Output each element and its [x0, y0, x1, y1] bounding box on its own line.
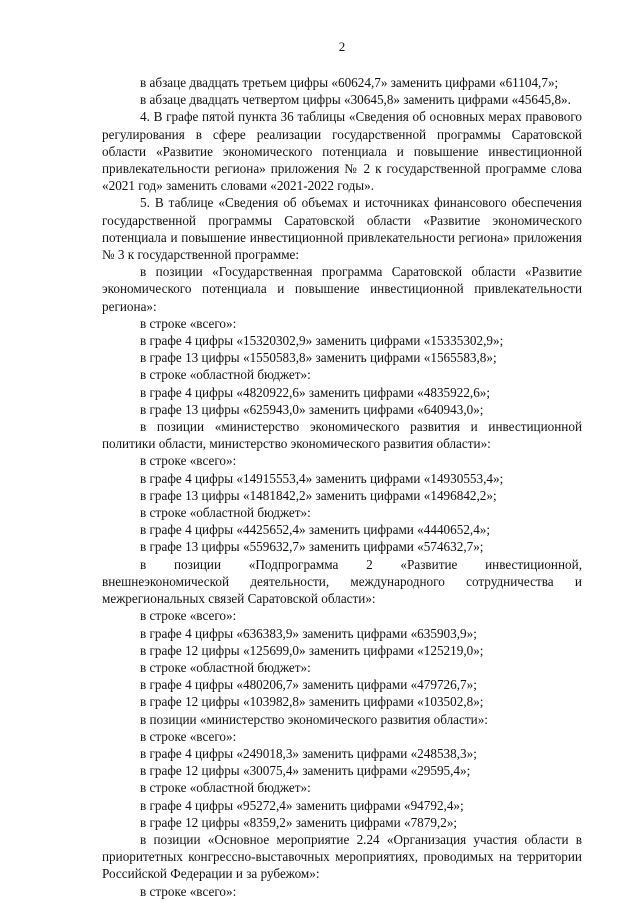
paragraph: в графе 13 цифры «559632,7» заменить цифрами «574632,7»;	[140, 539, 484, 555]
paragraph: в графе 4 цифры «636383,9» заменить цифрами «635903,9»;	[140, 625, 477, 641]
paragraph: в графе 13 цифры «1481842,2» заменить цифрами «1496842,2»;	[140, 487, 497, 503]
document-body	[102, 74, 582, 900]
paragraph: в позиции «министерство экономического развития области»:	[140, 711, 488, 727]
paragraph: в абзаце двадцать третьем цифры «60624,7» заменить цифрами «61104,7»;	[140, 75, 559, 90]
paragraph: в графе 4 цифры «249018,3» заменить цифрами «248538,3»;	[140, 745, 477, 761]
paragraph: в позиции «Подпрограмма 2 «Развитие инвестиционной, внешнеэкономической деятельности, международного сотрудничества и межрегиональных связей Саратовской области»:	[102, 556, 582, 607]
paragraph: в строке «областной бюджет»:	[140, 505, 311, 521]
paragraph: в графе 12 цифры «103982,8» заменить цифрами «103502,8»;	[140, 694, 484, 710]
paragraph: в позиции «Основное мероприятие 2.24 «Организация участия области в приоритетных конгрессно-выставочных мероприятиях, проводимых на территории Российской Федерации и за рубежом»:	[102, 831, 582, 882]
paragraph: в графе 13 цифры «625943,0» заменить цифрами «640943,0»;	[140, 401, 484, 417]
paragraph: в позиции «министерство экономического развития и инвестиционной политики области, министерство экономического развития области»:	[102, 419, 582, 452]
paragraph: в строке «всего»:	[140, 883, 237, 899]
paragraph: в строке «областной бюджет»:	[140, 780, 311, 796]
paragraph: в строке «областной бюджет»:	[140, 367, 311, 383]
paragraph: в строке «всего»:	[140, 728, 237, 744]
paragraph: 5. В таблице «Сведения об объемах и источниках финансового обеспечения государственной программы Саратовской области «Развитие экономического потенциала и повышение инвестиционной привлекательности региона» приложения № 3 к государственной программе:	[102, 195, 582, 263]
paragraph: в графе 4 цифры «14915553,4» заменить цифрами «14930553,4»;	[140, 470, 504, 486]
paragraph: в графе 4 цифры «4425652,4» заменить цифрами «4440652,4»;	[140, 522, 491, 538]
paragraph: в строке «всего»:	[140, 315, 237, 331]
paragraph: в графе 13 цифры «1550583,8» заменить цифрами «1565583,8»;	[140, 350, 497, 366]
paragraph: в графе 4 цифры «4820922,6» заменить цифрами «4835922,6»;	[140, 384, 491, 400]
paragraph: в графе 4 цифры «480206,7» заменить цифрами «479726,7»;	[140, 677, 477, 693]
paragraph: в строке «всего»:	[140, 453, 237, 469]
page-number: 2	[338, 39, 346, 54]
paragraph: в графе 12 цифры «8359,2» заменить цифрами «7879,2»;	[140, 814, 458, 830]
paragraph: в позиции «Государственная программа Саратовской области «Развитие экономического потенциала и повышение инвестиционной привлекательности региона»:	[102, 264, 582, 314]
paragraph: в абзаце двадцать четвертом цифры «30645,8» заменить цифрами «45645,8».	[140, 92, 571, 108]
paragraph: в графе 12 цифры «30075,4» заменить цифрами «29595,4»;	[140, 763, 471, 779]
paragraph: в графе 12 цифры «125699,0» заменить цифрами «125219,0»;	[140, 642, 484, 658]
paragraph: в строке «всего»:	[140, 608, 237, 624]
paragraph: 4. В графе пятой пункта 36 таблицы «Сведения об основных мерах правового регулирования в сфере реализации государственной программы Саратовской области «Развитие экономического потенциала и повышение инвестиционной привлекательности региона» приложения № 2 к государственной программе слова «2021 год» заменить словами «2021-2022 годы».	[102, 109, 582, 194]
paragraph: в графе 4 цифры «95272,4» заменить цифрами «94792,4»;	[140, 797, 464, 813]
paragraph: в строке «областной бюджет»:	[140, 659, 311, 675]
paragraph: в графе 4 цифры «15320302,9» заменить цифрами «15335302,9»;	[140, 333, 504, 349]
